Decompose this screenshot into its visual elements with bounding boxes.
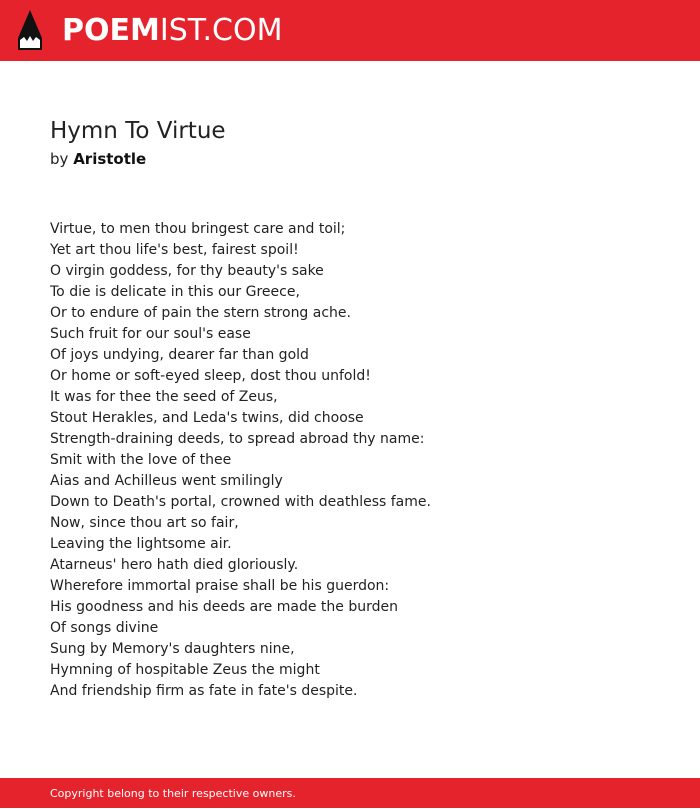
copyright-text: Copyright belong to their respective owners. [50,787,296,800]
brand-bold-text: POEM [62,13,160,48]
poem-line: Of songs divine [50,620,159,636]
poem-line: Strength-draining deeds, to spread abroad thy name: [50,431,425,447]
poem-line: Yet art thou life's best, fairest spoil! [50,242,299,258]
poem-line: Hymning of hospitable Zeus the might [50,662,320,678]
site-logo[interactable] [62,12,282,50]
poem-line: Aias and Achilleus went smilingly [50,473,283,489]
poem-line: His goodness and his deeds are made the burden [50,599,398,615]
pencil-icon[interactable] [18,10,42,50]
poem-line: Sung by Memory's daughters nine, [50,641,295,657]
poem-line: O virgin goddess, for thy beauty's sake [50,263,324,279]
poem-line: Smit with the love of thee [50,452,232,468]
poem-line: Atarneus' hero hath died gloriously. [50,557,299,573]
poem-line: Stout Herakles, and Leda's twins, did choose [50,410,364,426]
poem-line: Wherefore immortal praise shall be his guerdon: [50,578,390,594]
poem-title: Hymn To Virtue [50,118,226,144]
site-header [0,0,700,61]
poem-line: It was for thee the seed of Zeus, [50,389,278,405]
site-footer [0,778,700,808]
poem-line: And friendship firm as fate in fate's despite. [50,683,358,699]
brand-light-text: IST.COM [159,13,283,48]
poem-line: Down to Death's portal, crowned with deathless fame. [50,494,431,510]
poem-line: Now, since thou art so fair, [50,515,239,531]
poem-body [50,219,670,702]
poem-line: To die is delicate in this our Greece, [50,284,300,300]
by-label: by [50,150,69,168]
poem-line: Such fruit for our soul's ease [50,326,251,342]
poem-line: Or to endure of pain the stern strong ache. [50,305,351,321]
poem-author: Aristotle [73,150,147,168]
poem-line: Leaving the lightsome air. [50,536,232,552]
poem-line: Virtue, to men thou bringest care and toil; [50,221,346,237]
poem-line: Or home or soft-eyed sleep, dost thou unfold! [50,368,371,384]
poem-line: Of joys undying, dearer far than gold [50,347,309,363]
poem-byline [50,149,146,169]
